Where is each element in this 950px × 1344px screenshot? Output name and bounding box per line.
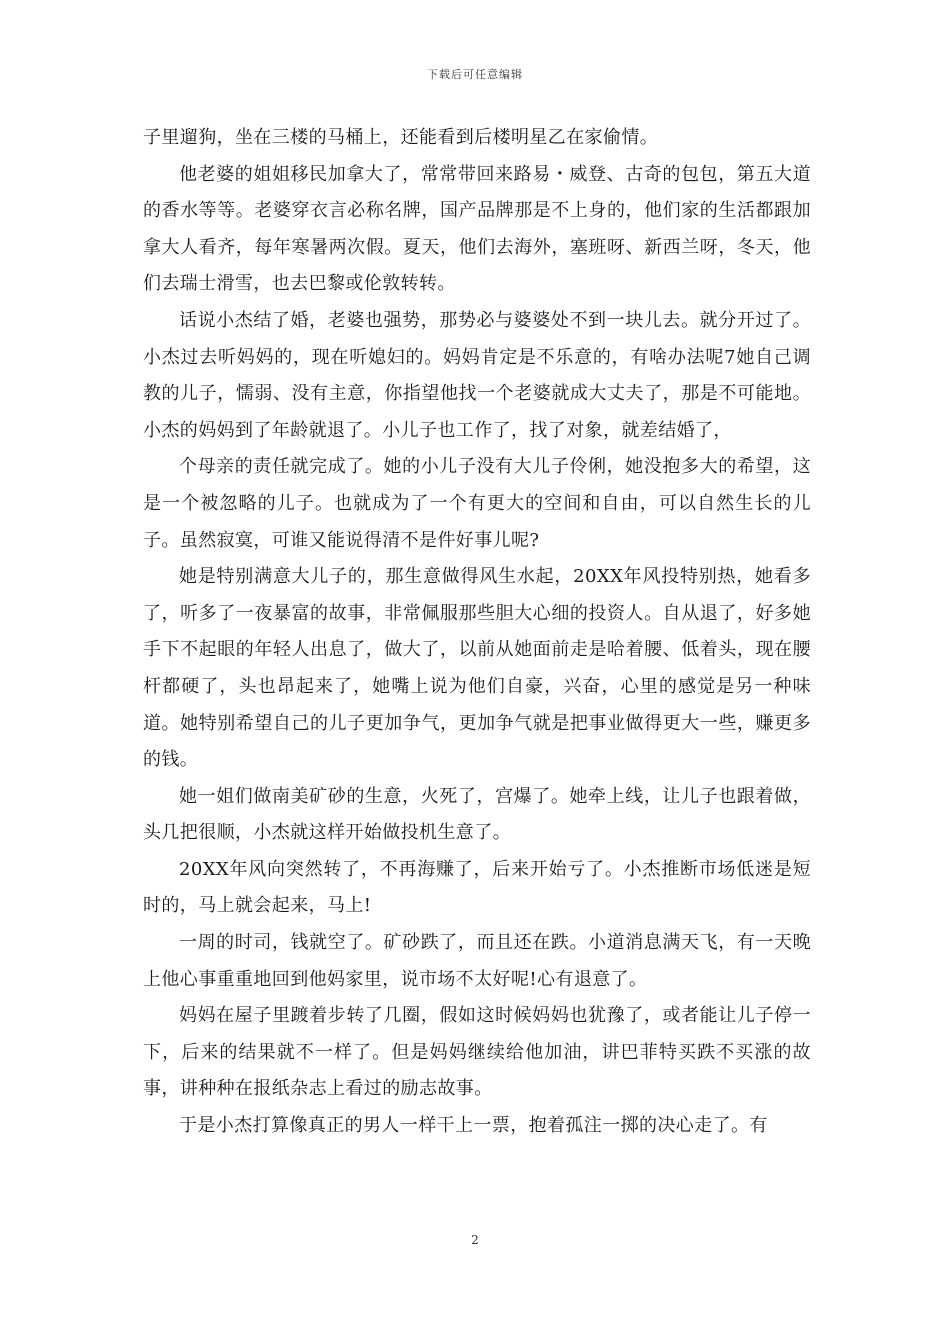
paragraph-1: 子里遛狗，坐在三楼的马桶上，还能看到后楼明星乙在家偷情。 bbox=[143, 127, 659, 148]
paragraph-8: 一周的时司，钱就空了。矿砂跌了，而且还在跌。小道消息满天飞，有一天晚上他心事重重地回到他妈家里，说市场不太好呢!心有退意了。 bbox=[143, 932, 811, 990]
paragraph-6: 她一姐们做南美矿砂的生意，火死了，宫爆了。她牵上线，让儿子也跟着做，头几把很顺，小杰就这样开始做投机生意了。 bbox=[143, 785, 811, 844]
paragraph-5: 她是特别满意大儿子的，那生意做得风生水起，20XX年风投特别热，她看多了，听多了一夜暴富的故事，非常佩服那些胆大心细的投资人。自从退了，好多她手下不起眼的年轻人出息了，做大了，以前从她面前走是哈着腰、低着头，现在腰杆都硬了，头也昂起来了，她嘴上说为他们自豪，兴奋，心里的感觉是另一种味道。她特别希望自己的儿子更加争气，更加争气就是把事业做得更大一些，赚更多的钱。 bbox=[143, 566, 811, 771]
paragraph-9: 妈妈在屋子里踱着步转了几圈，假如这时候妈妈也犹豫了，或者能让儿子停一下，后来的结果就不一样了。但是妈妈继续给他加油，讲巴菲特买跌不买涨的故事，讲种种在报纸杂志上看过的励志故事。 bbox=[143, 1005, 811, 1100]
paragraph-4: 个母亲的责任就完成了。她的小儿子没有大儿子伶俐，她没抱多大的希望，这是一个被忽略的儿子。也就成为了一个有更大的空间和自由，可以自然生长的儿子。虽然寂寞，可谁又能说得清不是件好事儿呢? bbox=[143, 456, 811, 551]
paragraph-2: 他老婆的姐姐移民加拿大了，常常带回来路易・威登、古奇的包包，第五大道的香水等等。老婆穿衣言必称名牌，国产品牌那是不上身的，他们家的生活都跟加拿大人看齐，每年寒暑两次假。夏天，他们去海外，塞班呀、新西兰呀，冬天，他们去瑞士滑雪，也去巴黎或伦敦转转。 bbox=[143, 163, 811, 295]
page-header: 下载后可任意编辑 bbox=[427, 68, 523, 81]
document-body bbox=[143, 120, 811, 1145]
paragraph-10: 于是小杰打算像真正的男人一样干上一票，抱着孤注一掷的决心走了。有 bbox=[179, 1115, 768, 1137]
paragraph-7: 20XX年风向突然转了，不再海赚了，后来开始亏了。小杰推断市场低迷是短时的，马上就会起来，马上! bbox=[143, 858, 811, 917]
paragraph-3: 话说小杰结了婚，老婆也强势，那势必与婆婆处不到一块儿去。就分开过了。小杰过去听妈妈的，现在听媳妇的。妈妈肯定是不乐意的，有啥办法呢7她自己调教的儿子，懦弱、没有主意，你指望他找一个老婆就成大丈夫了，那是不可能地。小杰的妈妈到了年龄就退了。小儿子也工作了，找了对象，就差结婚了， bbox=[143, 309, 811, 441]
page-number: 2 bbox=[471, 1233, 479, 1247]
